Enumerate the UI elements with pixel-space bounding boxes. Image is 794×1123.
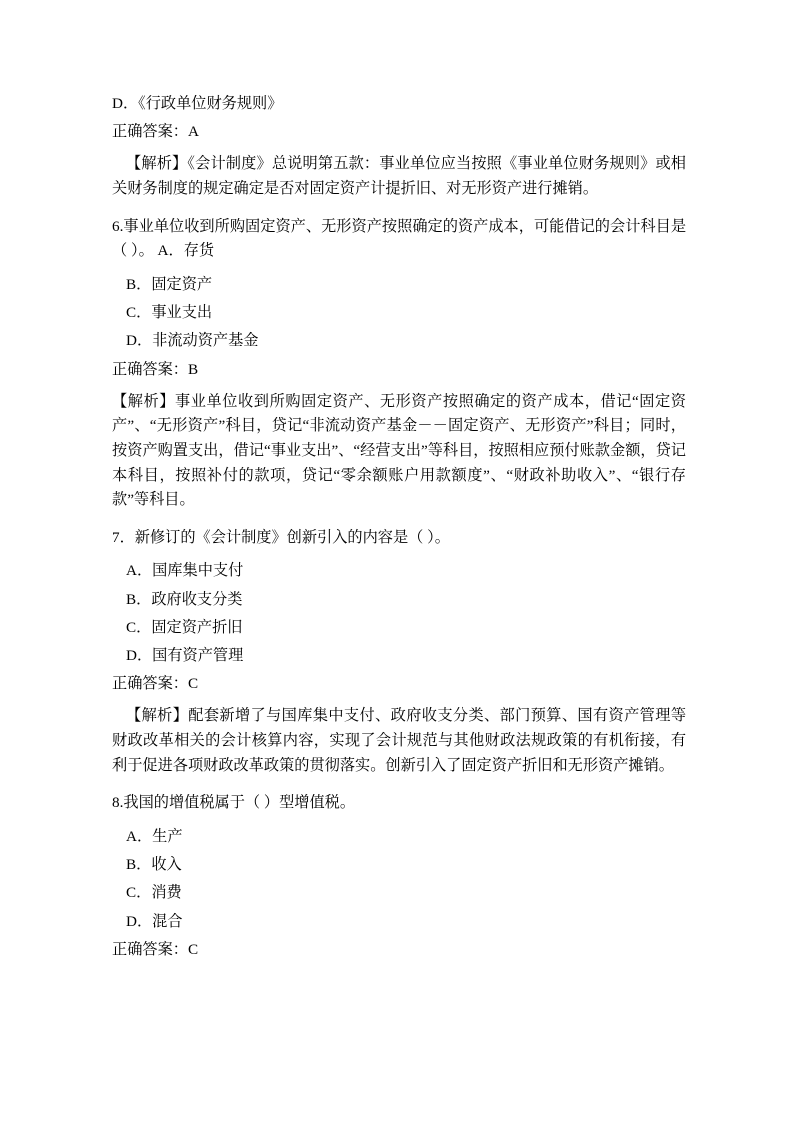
question-8-option-c: C．消费 xyxy=(126,884,182,902)
correct-answer-6: 正确答案：B xyxy=(112,360,199,378)
question-6: 6.事业单位收到所购固定资产、无形资产按照确定的资产成本，可能借记的会计科目是（ ）。 A．存货 xyxy=(112,217,686,260)
correct-answer-5: 正确答案：A xyxy=(112,123,199,141)
analysis-6: 【解析】事业单位收到所购固定资产、无形资产按照确定的资产成本，借记“固定资产”、“无形资产”科目，贷记“非流动资产基金－－固定资产、无形资产”科目；同时，按资产购置支出，借记“事业支出”、“经营支出”等科目，按照相应预付账款金额，贷记本科目，按照补付的款项，贷记“零余额账户用款额度”、“财政补助收入”、“银行存款”等科目。 xyxy=(112,392,686,509)
option-d-line: D．《行政单位财务规则》 xyxy=(112,95,283,112)
question-7-option-d: D．国有资产管理 xyxy=(126,647,244,665)
correct-answer-7: 正确答案：C xyxy=(112,675,199,693)
analysis-5: 【解析】《会计制度》总说明第五款：事业单位应当按照《事业单位财务规则》或相关财务制度的规定确定是否对固定资产计提折旧、对无形资产进行摊销。 xyxy=(112,155,686,198)
question-6-option-c: C．事业支出 xyxy=(126,304,213,322)
question-8-option-d: D．混合 xyxy=(126,912,183,930)
analysis-7: 【解析】配套新增了与国库集中支付、政府收支分类、部门预算、国有资产管理等财政改革相关的会计核算内容，实现了会计规范与其他财政法规政策的有机衔接，有利于促进各项财政改革政策的贯彻落实。创新引入了固定资产折旧和无形资产摊销。 xyxy=(112,707,686,774)
question-6-option-b: B．固定资产 xyxy=(126,275,213,293)
question-8-option-b: B．收入 xyxy=(126,856,182,874)
question-7-option-a: A．国库集中支付 xyxy=(126,562,244,580)
question-7-option-c: C．固定资产折旧 xyxy=(126,618,243,636)
question-6-option-d: D．非流动资产基金 xyxy=(126,332,259,350)
document-body xyxy=(112,96,686,957)
question-7: 7．新修订的《会计制度》创新引入的内容是（ ）。 xyxy=(112,528,450,546)
correct-answer-8: 正确答案：C xyxy=(112,940,199,958)
question-8-option-a: A．生产 xyxy=(126,827,183,845)
question-7-option-b: B．政府收支分类 xyxy=(126,590,243,608)
question-8: 8.我国的增值税属于（ ）型增值税。 xyxy=(112,794,355,812)
